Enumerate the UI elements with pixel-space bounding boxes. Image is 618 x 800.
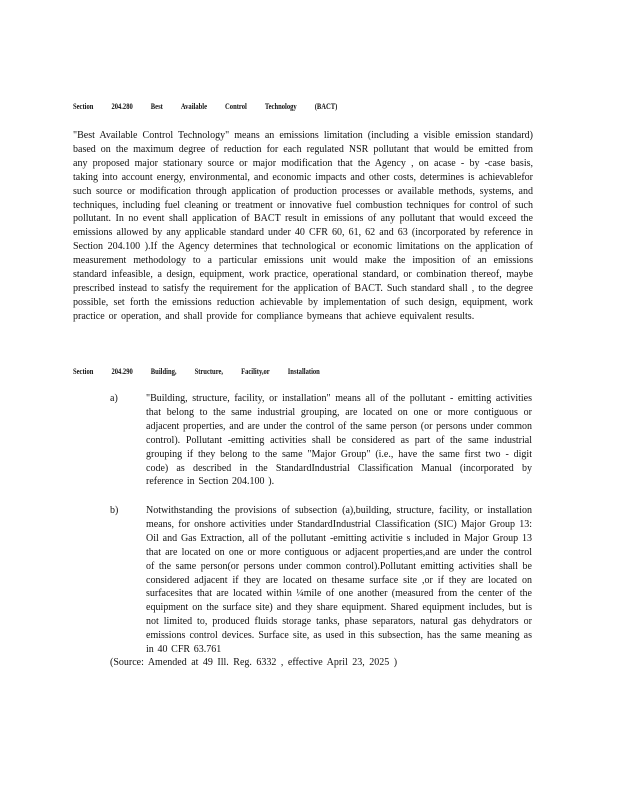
section-number: 204.290 — [111, 367, 133, 376]
section-number: 204.280 — [111, 102, 133, 111]
section-label: Section — [73, 102, 94, 111]
bact-definition-paragraph: "Best Available Control Technology" means an emissions limitation (including a visible emission standard) based on the maximum degree of reduction for each regulated NSR pollutant that would be emitted from any proposed major stationary source or major modification that the Agency , on acase - by -case basis, taking into account energy, environmental, and economic impacts and other costs, determines is achievablefor such source or modification through application of production processes or available methods, systems, and techniques, including fuel cleaning or treatment or innovative fuel combustion techniques for control of such pollutant. In no event shall application of BACT result in emissions of any pollutant that would exceed the emissions allowed by any applicable standard under 40 CFR 60, 61, 62 and 63 (incorporated by reference in Section 204.100 ).If the Agency determines that technological or economic limitations on the application of measurement methodology to a particular emissions unit would make the imposition of an emissions standard infeasible, a design, equipment, work practice, operational standard, or combination thereof, maybe prescribed instead to satisfy the requirement for the application of BACT. Such standard shall , to the degree possible, set forth the emissions reduction achievable by implementation of such design, equipment, work practice or operation, and shall provide for compliance bymeans that achieve equivalent results. — [73, 130, 533, 322]
subsection-a-marker: a) — [110, 393, 118, 404]
source-note: (Source: Amended at 49 Ill. Reg. 6332 , effective April 23, 2025 ) — [110, 657, 398, 668]
section-title-word: Installation — [287, 367, 320, 376]
section-title-word: Building, — [150, 367, 177, 376]
subsection-a-text: "Building, structure, facility, or installation" means all of the pollutant - emitting activities that belong to the same industrial grouping, are located on one or more contiguous or adjacent properties, and are under the control of the same person (or persons under common control). Pollutant -emitting activities shall be considered as part of the same industrial grouping if they belong to the same "Major Group" (i.e., have the same first two - digit code) as described in the StandardIndustrial Classification Manual (incorporated by reference in Section 204.100 ). — [146, 393, 532, 488]
subsection-b-marker: b) — [110, 505, 119, 516]
section-label: Section — [73, 367, 94, 376]
section-title-word: Best — [150, 102, 163, 111]
section-title-word: Control — [225, 102, 247, 111]
subsection-b-text: Notwithstanding the provisions of subsection (a),building, structure, facility, or installation means, for onshore activities under StandardIndustrial Classification (SIC) Major Group 13: Oil and Gas Extraction, all of the pollutant -emitting activitie s included in Major Group 13 that are located on one or more contiguous or adjacent properties,and are under the control of the same person(or persons under common control).Pollutant emitting activities shall be considered adjacent if they are located on thesame surface site ,or if they are located on surfacesites that are located within ¼mile of one another (measured from the center of the equipment on the surface site) and they share equipment. Shared equipment includes, but is not limited to, produced fluids storage tanks, phase separators, natural gas dehydrators or emissions control devices. Surface site, as used in this subsection, has the same meaning as in 40 CFR 63.761 — [146, 505, 532, 656]
section-title-word: Technology — [264, 102, 297, 111]
section-title-word: (BACT) — [314, 102, 338, 111]
section-title-word: Available — [180, 102, 208, 111]
section-204-280-heading — [73, 102, 355, 111]
section-title-word: Facility,or — [241, 367, 270, 376]
section-204-290-heading — [73, 367, 338, 376]
section-title-word: Structure, — [194, 367, 224, 376]
